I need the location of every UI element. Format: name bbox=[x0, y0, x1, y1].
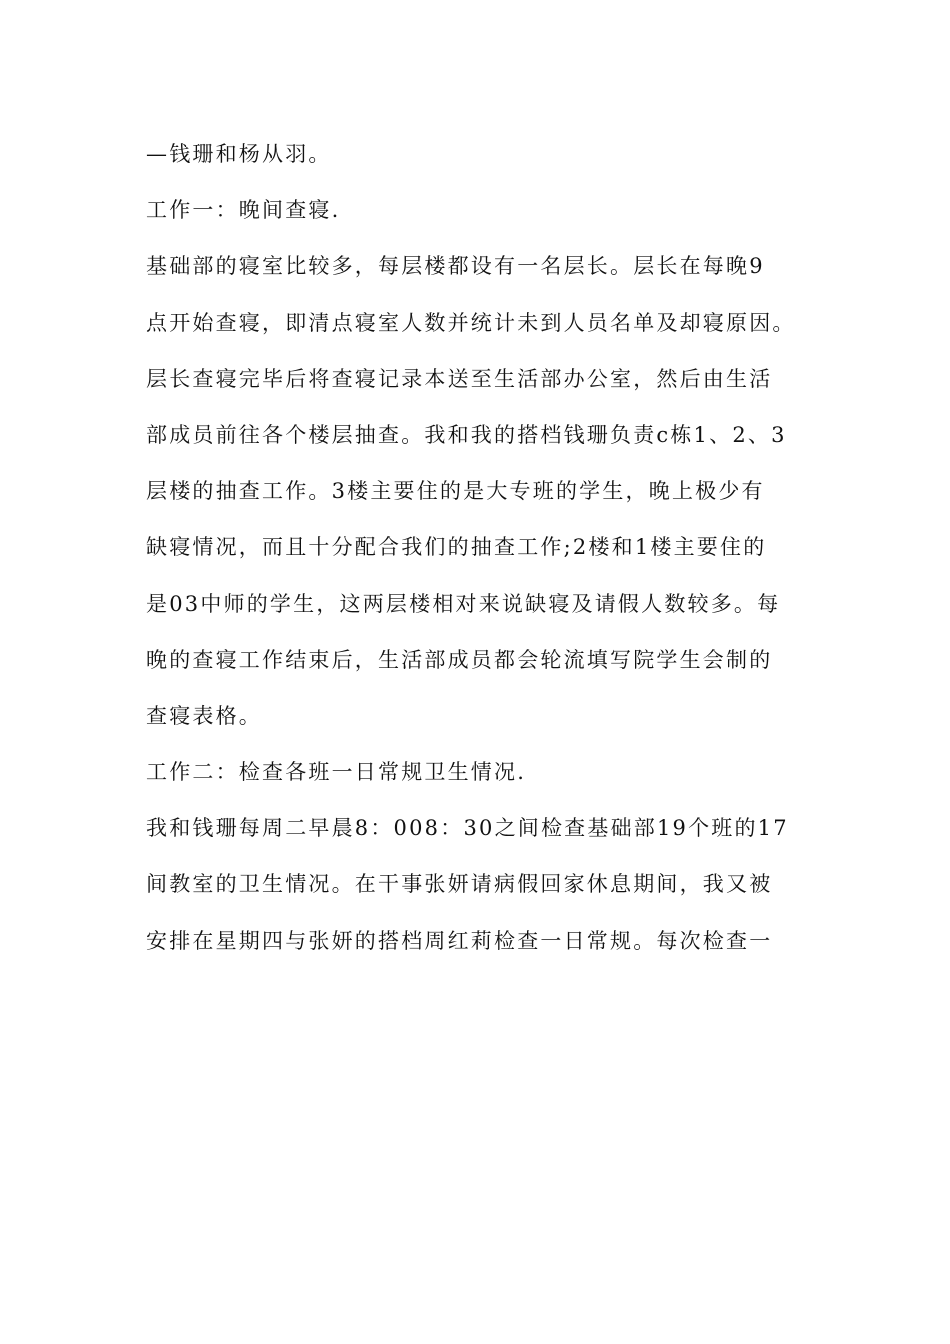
document-body bbox=[146, 126, 826, 969]
text-line: 部成员前往各个楼层抽查。我和我的搭档钱珊负责c栋1、2、3 bbox=[146, 422, 787, 447]
text-line: 间教室的卫生情况。在干事张妍请病假回家休息期间，我又被 bbox=[146, 872, 773, 897]
text-line: —钱珊和杨从羽。 bbox=[146, 142, 332, 166]
text-line: 我和钱珊每周二早晨8：008：30之间检查基础部19个班的17 bbox=[146, 816, 789, 841]
text-line: 缺寝情况，而且十分配合我们的抽查工作;2楼和1楼主要住的 bbox=[146, 535, 767, 560]
text-line: 基础部的寝室比较多，每层楼都设有一名层长。层长在每晚9 bbox=[146, 254, 765, 279]
text-line: 层长查寝完毕后将查寝记录本送至生活部办公室，然后由生活 bbox=[146, 366, 773, 391]
section-heading: 工作一：晚间查寝. bbox=[146, 198, 341, 223]
text-line: 层楼的抽查工作。3楼主要住的是大专班的学生，晚上极少有 bbox=[146, 479, 765, 504]
text-line: 晚的查寝工作结束后，生活部成员都会轮流填写院学生会制的 bbox=[146, 647, 773, 672]
text-line: 是03中师的学生，这两层楼相对来说缺寝及请假人数较多。每 bbox=[146, 591, 781, 616]
text-line: 查寝表格。 bbox=[146, 703, 262, 728]
section-heading: 工作二：检查各班一日常规卫生情况. bbox=[146, 760, 527, 785]
text-line: 点开始查寝，即清点寝室人数并统计未到人员名单及却寝原因。 bbox=[146, 310, 796, 335]
text-line: 安排在星期四与张妍的搭档周红莉检查一日常规。每次检查一 bbox=[146, 928, 773, 953]
